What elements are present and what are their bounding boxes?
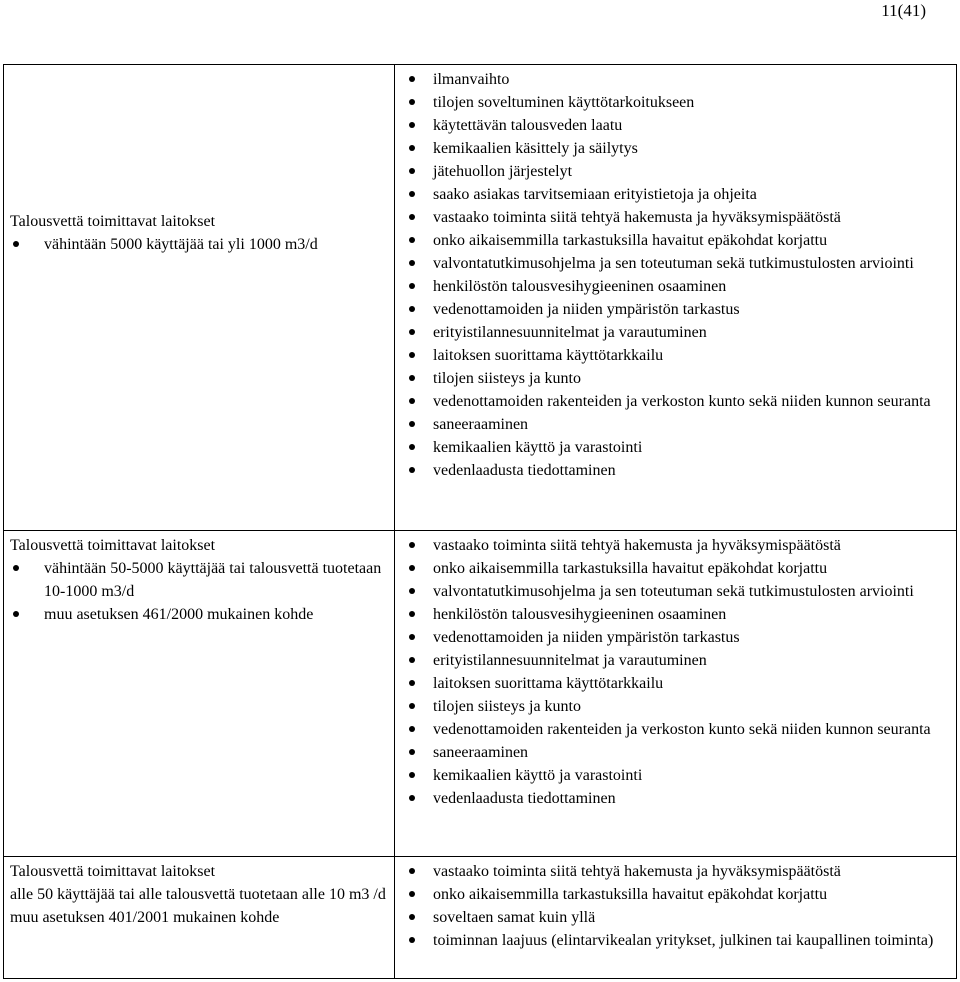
list-item: muu asetuksen 461/2000 mukainen kohde [10,603,386,626]
list-item: tilojen siisteys ja kunto [405,695,950,718]
category-heading: Talousvettä toimittavat laitokset [10,213,216,230]
list-item: käytettävän talousveden laatu [405,114,950,137]
list-item: toiminnan laajuus (elintarvikealan yritykset, julkinen tai kaupallinen toiminta) [405,929,950,952]
list-item: valvontatutkimusohjelma ja sen toteutuman sekä tutkimustulosten arviointi [405,252,950,275]
list-item: soveltaen samat kuin yllä [405,906,950,929]
list-item: vastaako toiminta siitä tehtyä hakemusta ja hyväksymispäätöstä [405,206,950,229]
list-item: vähintään 5000 käyttäjää tai yli 1000 m3/d [10,233,386,256]
inspection-items-cell [395,857,957,979]
table-row [4,65,957,531]
inspection-table [3,64,957,979]
list-item: onko aikaisemmilla tarkastuksilla havaitut epäkohdat korjattu [405,557,950,580]
list-item: saako asiakas tarvitsemiaan erityistietoja ja ohjeita [405,183,950,206]
facility-category-cell [4,857,395,979]
list-item: kemikaalien käsittely ja säilytys [405,137,950,160]
inspection-items-list [405,860,950,952]
list-item: laitoksen suorittama käyttötarkkailu [405,672,950,695]
list-item: erityistilannesuunnitelmat ja varautuminen [405,649,950,672]
list-item: vedenottamoiden rakenteiden ja verkoston kunto sekä niiden kunnon seuranta [405,718,950,741]
inspection-items-list [405,534,950,810]
list-item: kemikaalien käyttö ja varastointi [405,764,950,787]
list-item: jätehuollon järjestelyt [405,160,950,183]
inspection-items-cell [395,65,957,531]
category-heading: Talousvettä toimittavat laitokset [10,863,216,880]
category-criteria-text: alle 50 käyttäjää tai alle talousvettä tuotetaan alle 10 m3 /d [10,886,386,903]
list-item: vedenlaadusta tiedottaminen [405,787,950,810]
list-item: valvontatutkimusohjelma ja sen toteutuman sekä tutkimustulosten arviointi [405,580,950,603]
facility-category-cell [4,531,395,857]
list-item: tilojen siisteys ja kunto [405,367,950,390]
table-row [4,531,957,857]
category-criteria-list [10,233,386,256]
list-item: vedenottamoiden ja niiden ympäristön tarkastus [405,298,950,321]
page-number: 11(41) [881,1,926,20]
category-criteria-text: muu asetuksen 401/2001 mukainen kohde [10,909,280,926]
list-item: vähintään 50-5000 käyttäjää tai talousvettä tuotetaan 10-1000 m3/d [10,557,386,603]
facility-category-cell [4,65,395,531]
inspection-items-cell [395,531,957,857]
list-item: ilmanvaihto [405,68,950,91]
inspection-items-list [405,68,950,482]
list-item: vastaako toiminta siitä tehtyä hakemusta ja hyväksymispäätöstä [405,860,950,883]
list-item: kemikaalien käyttö ja varastointi [405,436,950,459]
category-criteria-list [10,557,386,626]
list-item: henkilöstön talousvesihygieeninen osaaminen [405,603,950,626]
table-row [4,857,957,979]
list-item: vedenottamoiden rakenteiden ja verkoston kunto sekä niiden kunnon seuranta [405,390,950,413]
list-item: onko aikaisemmilla tarkastuksilla havaitut epäkohdat korjattu [405,883,950,906]
list-item: vedenottamoiden ja niiden ympäristön tarkastus [405,626,950,649]
list-item: vastaako toiminta siitä tehtyä hakemusta ja hyväksymispäätöstä [405,534,950,557]
list-item: erityistilannesuunnitelmat ja varautuminen [405,321,950,344]
category-heading: Talousvettä toimittavat laitokset [10,537,216,554]
list-item: saneeraaminen [405,413,950,436]
list-item: saneeraaminen [405,741,950,764]
list-item: tilojen soveltuminen käyttötarkoitukseen [405,91,950,114]
list-item: vedenlaadusta tiedottaminen [405,459,950,482]
list-item: henkilöstön talousvesihygieeninen osaaminen [405,275,950,298]
list-item: laitoksen suorittama käyttötarkkailu [405,344,950,367]
list-item: onko aikaisemmilla tarkastuksilla havaitut epäkohdat korjattu [405,229,950,252]
